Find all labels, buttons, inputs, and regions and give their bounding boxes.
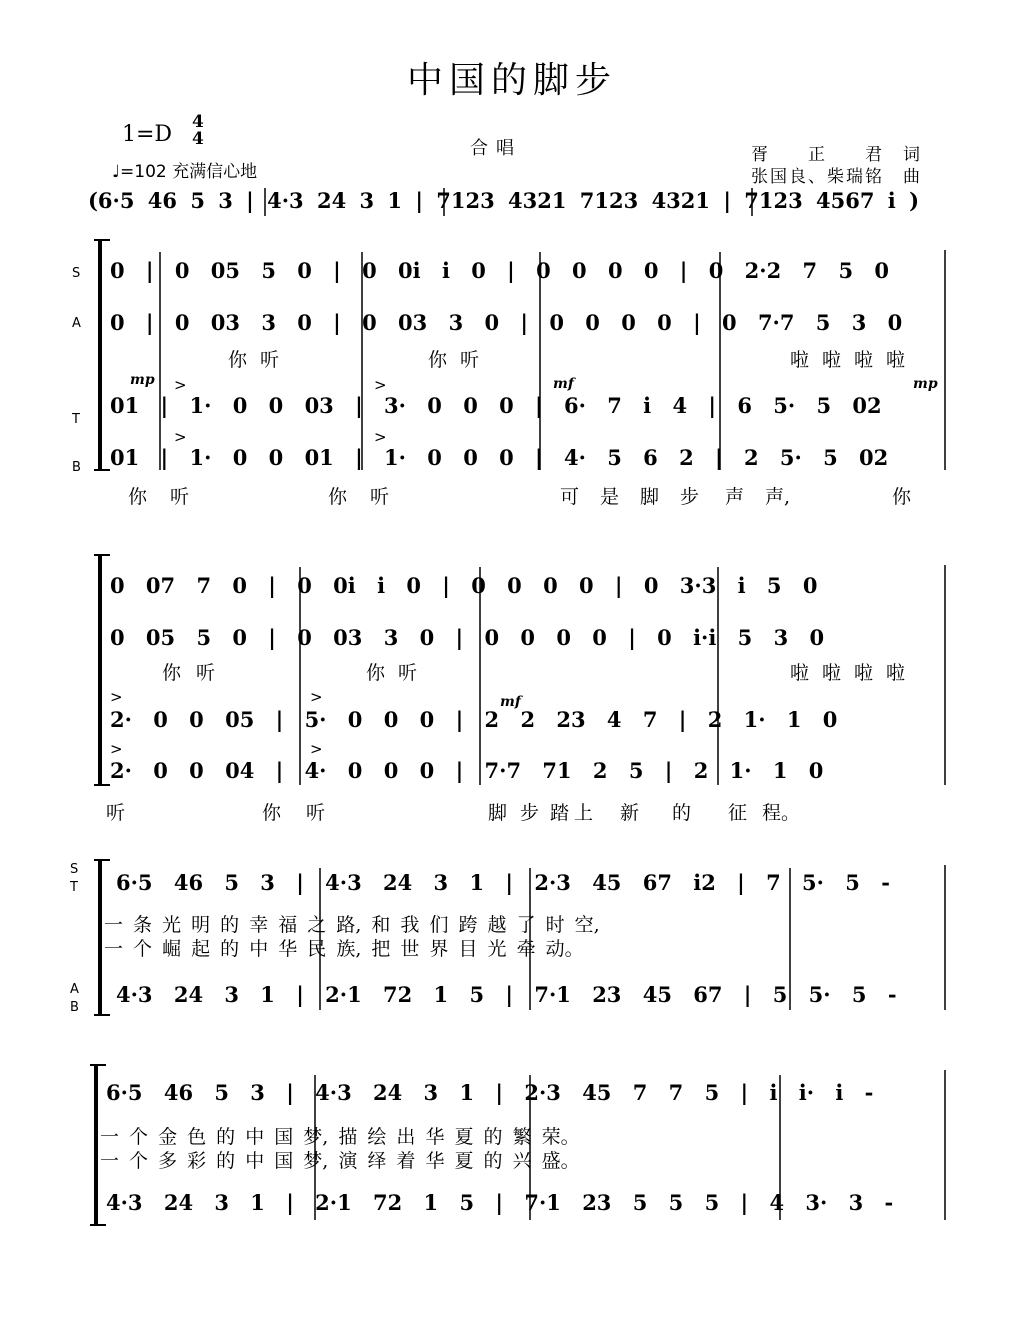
lyricist-credit: 胥 正 君 词 <box>751 145 922 165</box>
system2-alto: 0 05 5 0 | 0 03 3 0 | 0 0 0 0 | 0 i·i 5 3 0 <box>110 625 825 650</box>
voice-label-tenor: T <box>72 412 80 427</box>
system2-lyric-tb-10: 征 <box>728 802 748 824</box>
system1-lyric-sa-7: 啦 <box>854 349 874 371</box>
system1-soprano: 0 | 0 05 5 0 | 0 0i i 0 | 0 0 0 0 | 0 2·2 7 5 0 <box>110 258 889 283</box>
system2-lyric-tb-9: 的 <box>672 802 692 824</box>
system2-lyric-tb-3: 听 <box>306 802 326 824</box>
accent-mark: > <box>110 740 123 758</box>
system1-lyric-tb-3: 你 <box>328 486 348 508</box>
time-signature-bottom: 4 <box>192 129 204 149</box>
system1-alto: 0 | 0 03 3 0 | 0 03 3 0 | 0 0 0 0 | 0 7·7 5 3 0 <box>110 310 903 335</box>
page-title: 中国的脚步 <box>406 60 617 101</box>
system2-lyric-tb-6: 踏 <box>550 802 570 824</box>
system1-lyric-sa-3: 你 <box>428 349 448 371</box>
accent-mark: > <box>310 740 323 758</box>
system1-lyric-sa-6: 啦 <box>822 349 842 371</box>
system2-lyric-sa-1: 你 <box>162 662 182 684</box>
voice-label-bass: B <box>72 460 81 475</box>
system2-bass: 2· 0 0 04 | 4· 0 0 0 | 7·7 71 2 5 | 2 1· 1 0 <box>110 758 824 783</box>
system1-lyric-sa-2: 听 <box>260 349 280 371</box>
system1-lyric-sa-4: 听 <box>460 349 480 371</box>
system1-lyric-tb-2: 听 <box>170 486 190 508</box>
system2-lyric-tb-4: 脚 <box>488 802 508 824</box>
composer-credit: 张国良、柴瑞铭 曲 <box>751 167 922 187</box>
accent-mark: > <box>174 376 187 394</box>
dynamic-mp-2: mp <box>913 376 938 392</box>
system1-lyric-tb-6: 是 <box>600 486 620 508</box>
system2-lyric-sa-7: 啦 <box>854 662 874 684</box>
voice-label-alto: A <box>72 316 81 331</box>
system3-verse1: 一 条 光 明 的 幸 福 之 路, 和 我 们 跨 越 了 时 空, <box>104 914 600 936</box>
voice-label-st-t: T <box>70 880 78 895</box>
system4-upper: 6·5 46 5 3 | 4·3 24 3 1 | 2·3 45 7 7 5 | i i· i - <box>106 1080 874 1105</box>
system1-lyric-sa-8: 啦 <box>886 349 906 371</box>
system2-lyric-tb-7: 上 <box>574 802 594 824</box>
key-signature: 1=D <box>122 122 173 147</box>
system1-lyric-tb-4: 听 <box>370 486 390 508</box>
accent-mark: > <box>374 428 387 446</box>
system2-lyric-tb-11: 程。 <box>762 802 801 824</box>
system1-lyric-tb-10: 声, <box>765 486 791 508</box>
voice-label-ab-b: B <box>70 1000 79 1015</box>
system2-soprano: 0 07 7 0 | 0 0i i 0 | 0 0 0 0 | 0 3·3 i 5 0 <box>110 573 818 598</box>
voice-label-ab-a: A <box>70 982 79 997</box>
system3-verse2: 一 个 崛 起 的 中 华 民 族, 把 世 界 目 光 牵 动。 <box>104 938 584 960</box>
system2-lyric-sa-5: 啦 <box>790 662 810 684</box>
system2-lyric-sa-3: 你 <box>366 662 386 684</box>
accent-mark: > <box>174 428 187 446</box>
system1-lyric-tb-7: 脚 <box>640 486 660 508</box>
system2-lyric-sa-8: 啦 <box>886 662 906 684</box>
time-signature-top: 4 <box>192 112 204 132</box>
system1-lyric-tb-8: 步 <box>680 486 700 508</box>
system2-lyric-sa-2: 听 <box>196 662 216 684</box>
system1-tenor: 01 | 1· 0 0 03 | 3· 0 0 0 | 6· 7 i 4 | 6 5· 5 02 <box>110 393 882 418</box>
system1-lyric-tb-1: 你 <box>128 486 148 508</box>
system3-upper: 6·5 46 5 3 | 4·3 24 3 1 | 2·3 45 67 i2 | 7 5· 5 - <box>116 870 890 895</box>
system2-lyric-tb-1: 听 <box>106 802 126 824</box>
system1-lyric-tb-9: 声 <box>725 486 745 508</box>
system1-bass: 01 | 1· 0 0 01 | 1· 0 0 0 | 4· 5 6 2 | 2 5· 5 02 <box>110 445 889 470</box>
system2-lyric-sa-6: 啦 <box>822 662 842 684</box>
intro-line: (6·5 46 5 3 | 4·3 24 3 1 | 7123 4321 7123 4321 | 7123 4567 i ) <box>88 188 920 213</box>
tempo-marking: ♩=102 充满信心地 <box>112 162 258 182</box>
system2-lyric-sa-4: 听 <box>398 662 418 684</box>
dynamic-mf-2: mf <box>500 694 521 710</box>
dynamic-mp-1: mp <box>130 372 155 388</box>
voice-label-soprano: S <box>72 266 81 281</box>
system2-lyric-tb-8: 新 <box>620 802 640 824</box>
voice-label-st-s: S <box>70 862 79 877</box>
performance-form: 合唱 <box>470 138 522 159</box>
system4-verse1: 一 个 金 色 的 中 国 梦, 描 绘 出 华 夏 的 繁 荣。 <box>100 1126 580 1148</box>
accent-mark: > <box>110 688 123 706</box>
dynamic-mf-1: mf <box>553 376 574 392</box>
accent-mark: > <box>310 688 323 706</box>
system4-lower: 4·3 24 3 1 | 2·1 72 1 5 | 7·1 23 5 5 5 | 4 3· 3 - <box>106 1190 894 1215</box>
system1-lyric-sa-1: 你 <box>228 349 248 371</box>
system2-lyric-tb-5: 步 <box>520 802 540 824</box>
system2-lyric-tb-2: 你 <box>262 802 282 824</box>
system4-verse2: 一 个 多 彩 的 中 国 梦, 演 绎 着 华 夏 的 兴 盛。 <box>100 1150 580 1172</box>
system1-lyric-tb-11: 你 <box>892 486 912 508</box>
accent-mark: > <box>374 376 387 394</box>
system1-lyric-tb-5: 可 <box>560 486 580 508</box>
system3-lower: 4·3 24 3 1 | 2·1 72 1 5 | 7·1 23 45 67 | 5 5· 5 - <box>116 982 897 1007</box>
system2-tenor: 2· 0 0 05 | 5· 0 0 0 | 2 2 23 4 7 | 2 1· 1 0 <box>110 707 838 732</box>
system1-lyric-sa-5: 啦 <box>790 349 810 371</box>
